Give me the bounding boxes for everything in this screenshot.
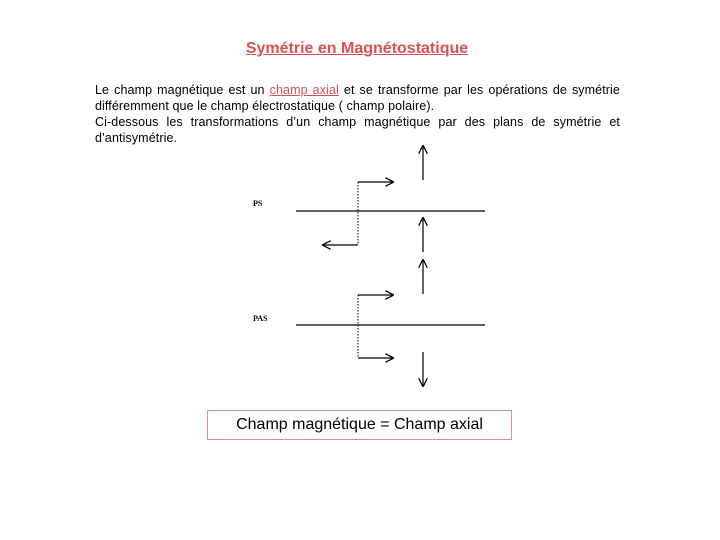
keyword-champ-axial[interactable]: champ axial — [269, 83, 339, 97]
pas-label: PAS — [253, 314, 268, 323]
paragraph-line-2: Ci-dessous les transformations d’un champ magnétique par des plans de symétrie et d’antisymétrie. — [95, 115, 620, 145]
paragraph-text-after: et se transforme par les opérations de symétrie différemment que le champ électrostatique ( champ polaire). — [95, 83, 620, 113]
page-title: Symétrie en Magnétostatique — [245, 40, 469, 57]
conclusion-box: Champ magnétique = Champ axial — [207, 410, 512, 440]
paragraph-text-before: Le champ magnétique est un — [95, 83, 270, 97]
ps-label: PS — [253, 199, 263, 208]
